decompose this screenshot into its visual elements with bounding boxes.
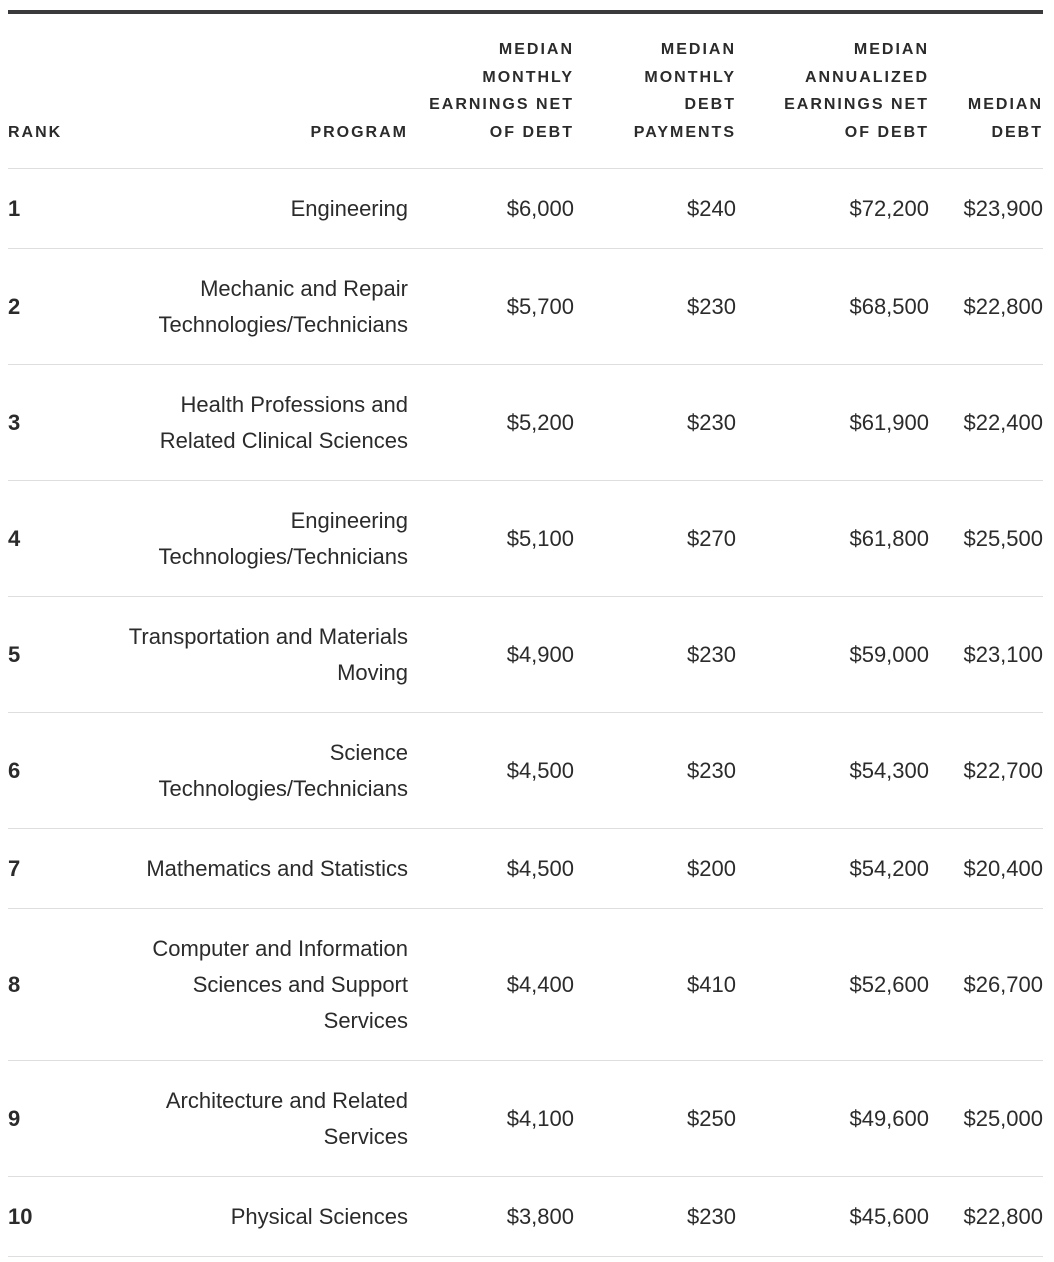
- earnings-cell: $5,700: [408, 249, 574, 365]
- header-payments-label: MEDIAN MONTHLY DEBT PAYMENTS: [633, 41, 736, 141]
- debt-cell: $25,000: [929, 1061, 1043, 1177]
- program-cell: [68, 249, 408, 365]
- earnings-cell: $4,900: [408, 597, 574, 713]
- annual-cell: $54,200: [736, 829, 929, 909]
- program-cell: Mathematics and Statistics: [68, 829, 408, 909]
- program-cell: [68, 713, 408, 829]
- annual-cell: $49,600: [736, 1061, 929, 1177]
- payments-cell: $230: [574, 597, 736, 713]
- program-label: Transportation and Materials Moving: [128, 623, 408, 685]
- payments-cell: $230: [574, 365, 736, 481]
- table-row: [8, 169, 1043, 249]
- debt-cell: $22,800: [929, 249, 1043, 365]
- table-row: [8, 597, 1043, 713]
- header-debt: [929, 14, 1043, 169]
- program-ranking-table: [8, 14, 1043, 1257]
- header-earnings-label: MEDIAN MONTHLY EARNINGS NET OF DEBT: [429, 41, 574, 141]
- debt-cell: $20,400: [929, 829, 1043, 909]
- program-label: Science Technologies/Technicians: [158, 739, 408, 801]
- debt-cell: $26,700: [929, 909, 1043, 1061]
- program-label: Mechanic and Repair Technologies/Technicians: [158, 275, 408, 337]
- program-cell: [68, 365, 408, 481]
- payments-cell: $250: [574, 1061, 736, 1177]
- program-cell: Engineering: [68, 169, 408, 249]
- payments-cell: $230: [574, 713, 736, 829]
- program-cell: [68, 909, 408, 1061]
- program-cell: [68, 1061, 408, 1177]
- table-row: [8, 829, 1043, 909]
- debt-cell: $25,500: [929, 481, 1043, 597]
- table-row: [8, 1061, 1043, 1177]
- table-row: [8, 909, 1043, 1061]
- annual-cell: $45,600: [736, 1177, 929, 1257]
- annual-cell: $61,800: [736, 481, 929, 597]
- payments-cell: $270: [574, 481, 736, 597]
- table-row: [8, 1177, 1043, 1257]
- annual-cell: $61,900: [736, 365, 929, 481]
- earnings-cell: $5,100: [408, 481, 574, 597]
- earnings-cell: $6,000: [408, 169, 574, 249]
- annual-cell: $54,300: [736, 713, 929, 829]
- header-rank: RANK: [8, 14, 68, 169]
- rank-cell: 2: [8, 249, 68, 365]
- table-row: [8, 481, 1043, 597]
- annual-cell: $68,500: [736, 249, 929, 365]
- rank-cell: 6: [8, 713, 68, 829]
- program-label: Computer and Information Sciences and Support Services: [152, 935, 408, 1033]
- payments-cell: $200: [574, 829, 736, 909]
- payments-cell: $230: [574, 1177, 736, 1257]
- header-program: PROGRAM: [68, 14, 408, 169]
- earnings-cell: $4,500: [408, 829, 574, 909]
- earnings-cell: $4,500: [408, 713, 574, 829]
- program-cell: Physical Sciences: [68, 1177, 408, 1257]
- header-payments: [574, 14, 736, 169]
- payments-cell: $240: [574, 169, 736, 249]
- debt-cell: $23,900: [929, 169, 1043, 249]
- header-annual: [736, 14, 929, 169]
- rank-cell: 10: [8, 1177, 68, 1257]
- rank-cell: 8: [8, 909, 68, 1061]
- debt-cell: $23,100: [929, 597, 1043, 713]
- annual-cell: $52,600: [736, 909, 929, 1061]
- program-label: Engineering Technologies/Technicians: [158, 507, 408, 569]
- earnings-cell: $3,800: [408, 1177, 574, 1257]
- earnings-cell: $4,400: [408, 909, 574, 1061]
- table-row: [8, 249, 1043, 365]
- rank-cell: 4: [8, 481, 68, 597]
- rank-cell: 3: [8, 365, 68, 481]
- earnings-cell: $4,100: [408, 1061, 574, 1177]
- earnings-cell: $5,200: [408, 365, 574, 481]
- table-row: [8, 713, 1043, 829]
- rank-cell: 9: [8, 1061, 68, 1177]
- annual-cell: $72,200: [736, 169, 929, 249]
- rank-cell: 5: [8, 597, 68, 713]
- payments-cell: $410: [574, 909, 736, 1061]
- payments-cell: $230: [574, 249, 736, 365]
- debt-cell: $22,800: [929, 1177, 1043, 1257]
- annual-cell: $59,000: [736, 597, 929, 713]
- program-cell: [68, 597, 408, 713]
- rank-cell: 7: [8, 829, 68, 909]
- header-debt-label: MEDIAN DEBT: [967, 96, 1043, 141]
- rank-cell: 1: [8, 169, 68, 249]
- header-annual-label: MEDIAN ANNUALIZED EARNINGS NET OF DEBT: [784, 41, 929, 141]
- table-row: [8, 365, 1043, 481]
- debt-cell: $22,400: [929, 365, 1043, 481]
- header-earnings: [408, 14, 574, 169]
- program-label: Architecture and Related Services: [165, 1087, 408, 1149]
- program-cell: [68, 481, 408, 597]
- header-row: [8, 14, 1043, 169]
- debt-cell: $22,700: [929, 713, 1043, 829]
- program-label: Health Professions and Related Clinical Sciences: [159, 391, 408, 453]
